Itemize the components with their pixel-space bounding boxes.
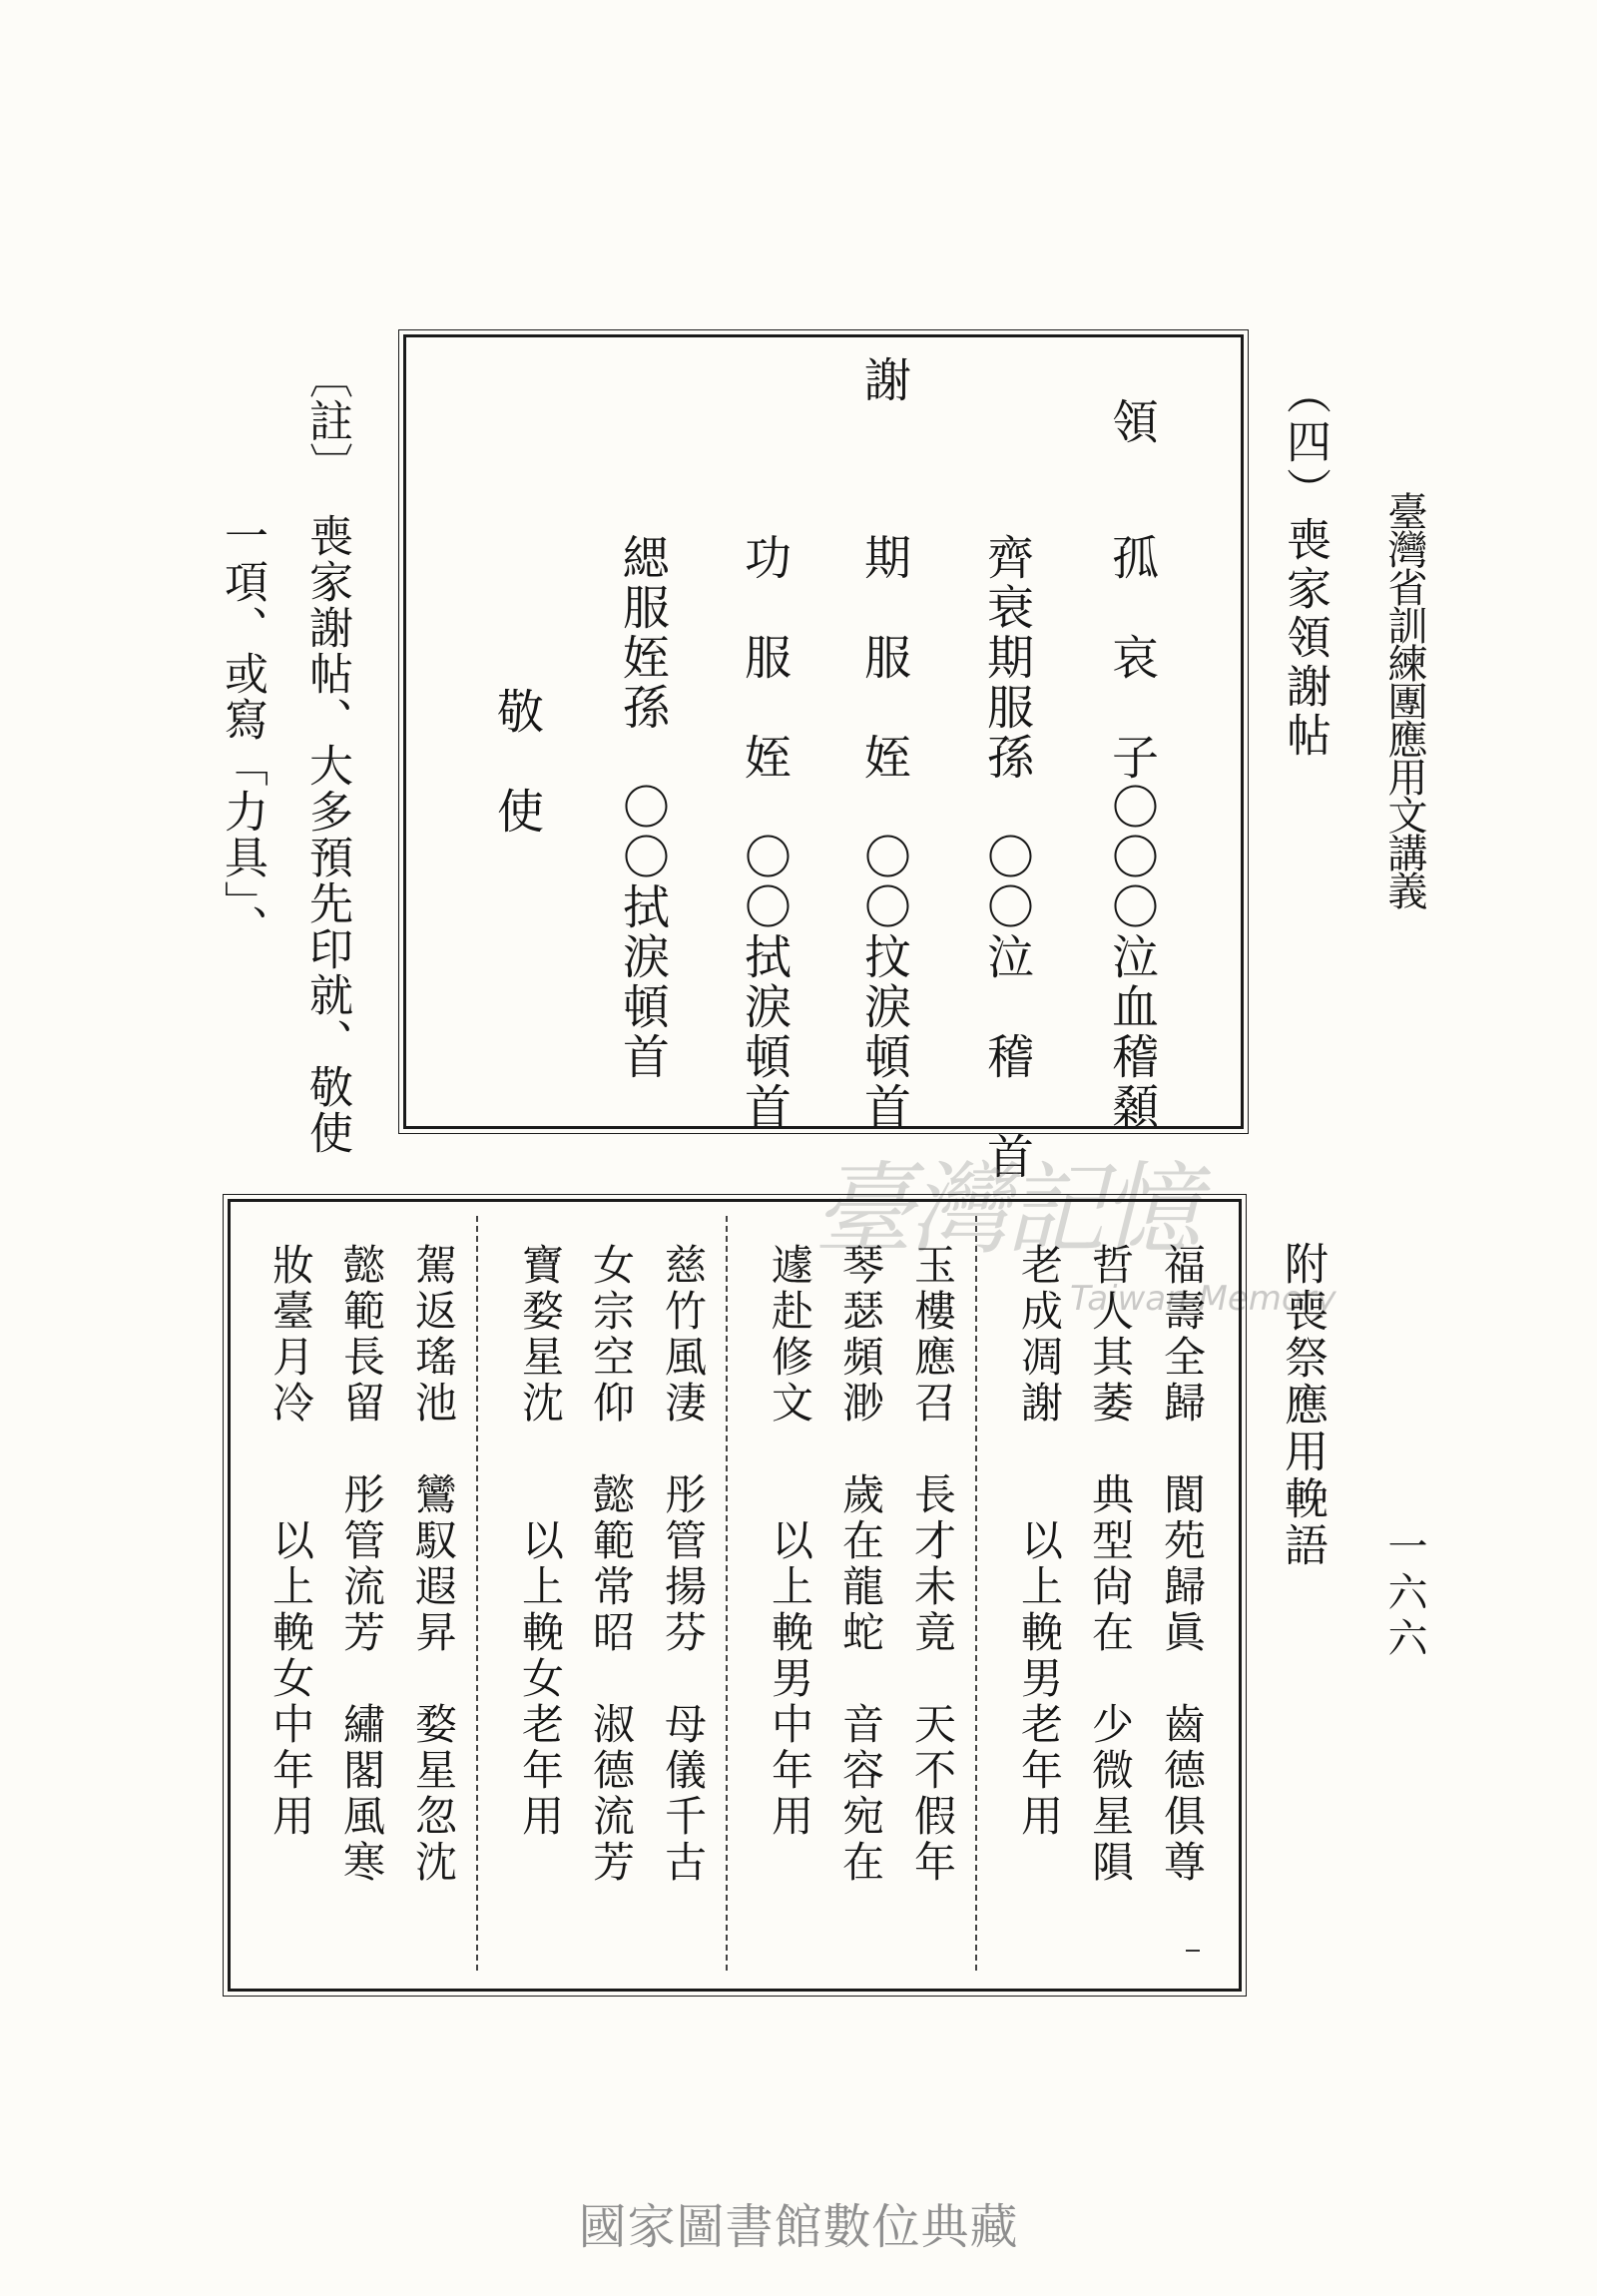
card-col-si-grandnephew: 緦服姪孫 〇〇拭淚頓首 xyxy=(615,533,670,1082)
library-footer: 國家圖書館數位典藏 xyxy=(578,2199,1019,2255)
note-line-1: 喪家謝帖、大多預先印就、敬使 xyxy=(301,513,352,1156)
watermark-subtitle: Taiwan Memory xyxy=(1070,1279,1336,1319)
elegy-g1-col3: 老成凋謝 以上輓男老年用 xyxy=(1015,1243,1064,1840)
note-label: 〔註〕 xyxy=(301,354,352,486)
elegy-g1-col1: 福壽全歸 閬苑歸眞 齒德俱尊 xyxy=(1158,1243,1207,1886)
card-col-ling: 領 xyxy=(1104,397,1159,444)
elegy-g4-col2: 懿範長留 彤管流芳 繡閣風寒 xyxy=(337,1243,386,1886)
running-title: 臺灣省訓練團應用文講義 xyxy=(1381,491,1427,908)
card-col-son: 孤 哀 子〇〇〇泣血稽顙 xyxy=(1104,533,1159,1132)
card-col-grandson: 齊衰期服孫 〇〇泣 稽 首 xyxy=(979,533,1034,1182)
elegy-g1-col2: 哲人其萎 典型尙在 少微星隕 xyxy=(1086,1243,1135,1886)
note-line-2: 一項、或寫「力具」、 xyxy=(217,513,267,950)
group-divider xyxy=(476,1216,478,1971)
elegy-g3-col1: 慈竹風淒 彤管揚芬 母儀千古 xyxy=(659,1243,708,1886)
elegy-g4-col3: 妝臺月冷 以上輓女中年用 xyxy=(266,1243,315,1840)
elegy-g4-col1: 駕返瑤池 鸞馭遐昇 婺星忽沈 xyxy=(409,1243,458,1886)
card-col-nephew: 期 服 姪 〇〇抆淚頓首 xyxy=(856,533,911,1132)
watermark-logo: 臺灣記憶 xyxy=(813,1151,1197,1268)
section-heading: （四）喪家領謝帖 xyxy=(1279,369,1331,761)
appendix-heading: 附喪祭應用輓語 xyxy=(1277,1241,1328,1569)
elegy-g2-col3: 遽赴修文 以上輓男中年用 xyxy=(766,1243,814,1840)
elegy-g2-col1: 玉樓應召 長才未竟 天不假年 xyxy=(908,1243,957,1886)
frame-notch xyxy=(1186,1950,1200,1952)
elegy-g3-col3: 寶婺星沈 以上輓女老年用 xyxy=(516,1243,565,1840)
card-col-messenger: 敬 使 xyxy=(489,687,544,837)
elegy-g3-col2: 女宗空仰 懿範常昭 淑德流芳 xyxy=(587,1243,636,1886)
card-col-gong-nephew: 功 服 姪 〇〇拭淚頓首 xyxy=(737,533,792,1132)
card-col-xie: 謝 xyxy=(856,355,911,402)
elegy-g2-col2: 琴瑟頻渺 歲在龍蛇 音容宛在 xyxy=(836,1243,885,1886)
group-divider xyxy=(975,1216,977,1971)
page-number: 一六六 xyxy=(1381,1525,1427,1663)
group-divider xyxy=(726,1216,728,1971)
